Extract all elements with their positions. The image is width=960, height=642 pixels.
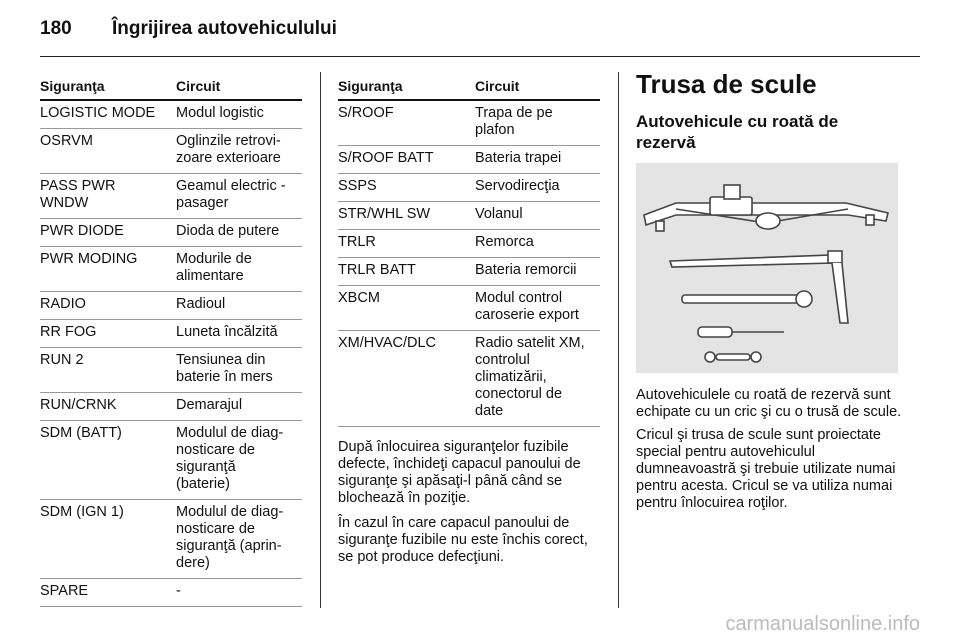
table-row	[40, 174, 302, 219]
circuit-name: Trapa de pe plafon	[475, 105, 553, 138]
toolkit-illustration	[636, 163, 898, 373]
table-header	[40, 78, 302, 101]
circuit-name: Radio satelit XM, controlul climatizării, conectorul de date	[475, 335, 585, 419]
header-fuse: Siguranţa	[338, 78, 403, 94]
jack-handle-icon	[670, 251, 848, 323]
scissor-jack-icon	[644, 185, 888, 231]
circuit-name: -	[176, 583, 181, 599]
fuse-name: RUN/CRNK	[40, 397, 117, 413]
fuse-name: PWR MODING	[40, 251, 138, 267]
table-row	[40, 219, 302, 247]
watermark: carmanualsonline.info	[725, 613, 920, 635]
circuit-name: Volanul	[475, 206, 523, 222]
table-row	[40, 500, 302, 579]
circuit-name: Modulul de diag- nosticare de siguranţă (baterie)	[176, 425, 284, 492]
fuse-name: LOGISTIC MODE	[40, 105, 156, 121]
circuit-name: Dioda de putere	[176, 223, 280, 239]
fuse-name: XBCM	[338, 290, 380, 306]
fuse-name: PASS PWR WNDW	[40, 178, 116, 211]
header-rule	[40, 56, 920, 57]
fuse-name: SPARE	[40, 583, 89, 599]
fuse-name: SDM (IGN 1)	[40, 504, 124, 520]
towing-eye-icon	[705, 352, 761, 362]
paragraph-toolkit-usage: Cricul şi trusa de scule sunt proiectate special pentru autovehiculul dumneavoastră şi trebuie utilizate numai pentru acesta. Cricul se va utiliza numai pentru înlocuirea roţilor.	[636, 427, 896, 511]
page-title: Îngrijirea autovehiculului	[112, 18, 337, 39]
fuse-name: PWR DIODE	[40, 223, 124, 239]
fuse-name: TRLR	[338, 234, 376, 250]
circuit-name: Modulul de diag- nosticare de siguranţă (aprin- dere)	[176, 504, 284, 571]
fuse-name: RADIO	[40, 296, 86, 312]
column-divider-2	[618, 72, 619, 608]
circuit-name: Servodirecţia	[475, 178, 560, 194]
fuse-name: TRLR BATT	[338, 262, 416, 278]
circuit-name: Radioul	[176, 296, 226, 312]
paragraph-fuse-warning: În cazul în care capacul panoului de siguranţe fuzibile nu este închis corect, se pot produce defecţiuni.	[338, 515, 588, 565]
table-row	[40, 348, 302, 393]
circuit-name: Demarajul	[176, 397, 243, 413]
circuit-name: Luneta încălzită	[176, 324, 278, 340]
circuit-name: Geamul electric - pasager	[176, 178, 286, 211]
circuit-name: Modul control caroserie export	[475, 290, 579, 323]
header-fuse: Siguranţa	[40, 78, 105, 94]
circuit-name: Bateria remorcii	[475, 262, 577, 278]
table-row	[338, 286, 600, 331]
fuse-name: SSPS	[338, 178, 377, 194]
table-row	[40, 320, 302, 348]
paragraph-toolkit-intro: Autovehiculele cu roată de rezervă sunt echipate cu un cric şi cu o trusă de scule.	[636, 387, 902, 420]
table-row	[338, 202, 600, 230]
toolkit-section	[636, 69, 902, 512]
table-row	[338, 174, 600, 202]
fuse-table-2	[338, 78, 600, 566]
circuit-name: Bateria trapei	[475, 150, 562, 166]
circuit-name: Remorca	[475, 234, 534, 250]
table-row	[338, 331, 600, 427]
circuit-name: Tensiunea din baterie în mers	[176, 352, 273, 385]
page-header	[40, 18, 337, 40]
fuse-name: S/ROOF	[338, 105, 394, 121]
section-title: Trusa de scule	[636, 69, 817, 99]
table-row	[40, 247, 302, 292]
table-row	[40, 421, 302, 500]
fuse-name: S/ROOF BATT	[338, 150, 434, 166]
column-divider-1	[320, 72, 321, 608]
table-row	[40, 292, 302, 320]
section-subtitle: Autovehicule cu roată de rezervă	[636, 112, 839, 152]
table-row	[338, 230, 600, 258]
table-row	[40, 129, 302, 174]
table-row	[338, 101, 600, 146]
fuse-name: STR/WHL SW	[338, 206, 431, 222]
circuit-name: Modurile de alimentare	[176, 251, 252, 284]
table-row	[338, 146, 600, 174]
fuse-name: RUN 2	[40, 352, 84, 368]
circuit-name: Oglinzile retrovi- zoare exterioare	[176, 133, 281, 166]
page-number: 180	[40, 18, 72, 39]
table-row	[40, 579, 302, 607]
paragraph-fuse-replace: După înlocuirea siguranţelor fuzibile defecte, închideţi capacul panoului de siguranţe şi apăsaţi-l până când se blochează în poziţie.	[338, 439, 581, 506]
fuse-table-1	[40, 78, 302, 607]
table-row	[40, 393, 302, 421]
table-row	[40, 101, 302, 129]
header-circuit: Circuit	[176, 78, 221, 94]
lug-wrench-icon	[682, 291, 812, 307]
header-circuit: Circuit	[475, 78, 520, 94]
fuse-name: OSRVM	[40, 133, 93, 149]
fuse-name: SDM (BATT)	[40, 425, 122, 441]
jack-and-tools-image	[636, 163, 898, 373]
fuse-name: RR FOG	[40, 324, 97, 340]
circuit-name: Modul logistic	[176, 105, 264, 121]
screwdriver-icon	[698, 327, 784, 337]
table-row	[338, 258, 600, 286]
fuse-name: XM/HVAC/DLC	[338, 335, 437, 351]
table-header	[338, 78, 600, 101]
